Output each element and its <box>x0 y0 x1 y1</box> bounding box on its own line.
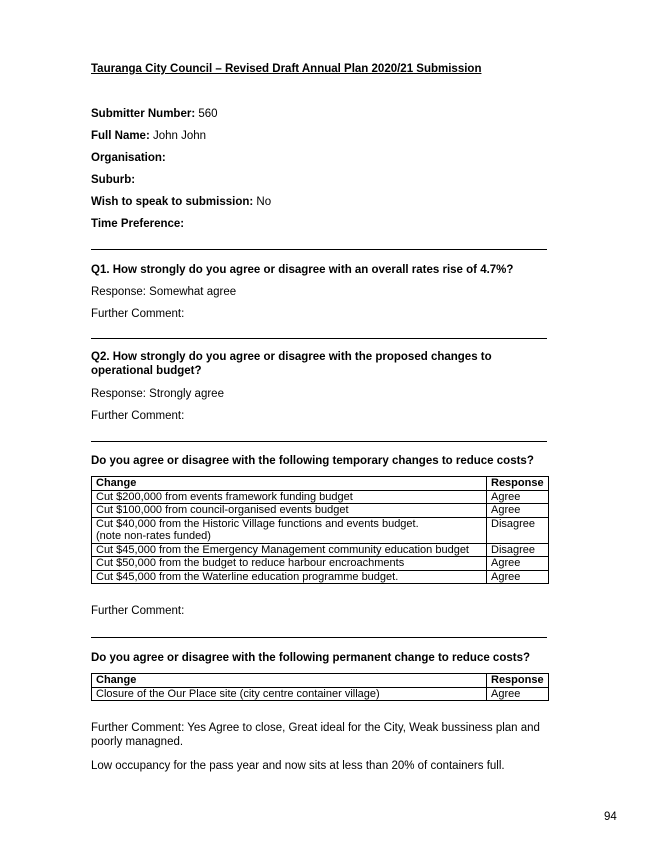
submitter-number-value: 560 <box>198 108 218 120</box>
column-header-change: Change <box>92 477 487 491</box>
suburb-field <box>91 174 135 186</box>
q4-comment-continued: Low occupancy for the pass year and now sits at less than 20% of containers full. <box>91 760 505 772</box>
table-row <box>92 490 549 504</box>
change-cell: Cut $200,000 from events framework funding budget <box>92 490 487 504</box>
q1-response: Response: Somewhat agree <box>91 286 237 298</box>
change-cell: Cut $50,000 from the budget to reduce harbour encroachments <box>92 557 487 571</box>
change-cell: Cut $100,000 from council-organised events budget <box>92 504 487 518</box>
section-divider <box>91 249 547 250</box>
change-cell: Closure of the Our Place site (city centre container village) <box>92 687 487 701</box>
change-cell: Cut $45,000 from the Waterline education programme budget. <box>92 570 487 584</box>
q4-comment: Further Comment: Yes Agree to close, Great ideal for the City, Weak bussiness plan and poorly managned. <box>91 722 540 748</box>
table-header-row <box>92 477 549 491</box>
q4-question: Do you agree or disagree with the following permanent change to reduce costs? <box>91 652 530 664</box>
q3-comment: Further Comment: <box>91 605 185 617</box>
response-cell: Disagree <box>487 543 549 557</box>
suburb-label: Suburb: <box>91 174 136 186</box>
full-name-value: John John <box>153 130 207 142</box>
time-preference-field <box>91 218 184 230</box>
change-cell: Cut $40,000 from the Historic Village functions and events budget. (note non-rates funded) <box>92 517 487 543</box>
section-divider <box>91 637 547 638</box>
q3-question: Do you agree or disagree with the following temporary changes to reduce costs? <box>91 455 534 467</box>
table-row <box>92 687 549 701</box>
document-title: Tauranga City Council – Revised Draft Annual Plan 2020/21 Submission <box>91 63 482 75</box>
time-preference-label: Time Preference: <box>91 218 185 230</box>
response-cell: Agree <box>487 557 549 571</box>
change-cell: Cut $45,000 from the Emergency Management community education budget <box>92 543 487 557</box>
section-divider <box>91 441 547 442</box>
q1-question: Q1. How strongly do you agree or disagree with an overall rates rise of 4.7%? <box>91 264 514 276</box>
full-name-label: Full Name: <box>91 130 150 142</box>
organisation-label: Organisation: <box>91 152 166 164</box>
table-row <box>92 557 549 571</box>
q2-comment: Further Comment: <box>91 410 185 422</box>
table-header-row <box>92 674 549 688</box>
wish-to-speak-field <box>91 196 271 208</box>
submitter-number-label: Submitter Number: <box>91 108 196 120</box>
wish-to-speak-value: No <box>256 196 272 208</box>
organisation-field <box>91 152 166 164</box>
q2-response: Response: Strongly agree <box>91 388 224 400</box>
wish-to-speak-label: Wish to speak to submission: <box>91 196 254 208</box>
permanent-change-table <box>91 673 549 701</box>
response-cell: Agree <box>487 490 549 504</box>
column-header-response: Response <box>487 674 549 688</box>
page-number: 94 <box>604 811 617 823</box>
column-header-change: Change <box>92 674 487 688</box>
table-row <box>92 504 549 518</box>
full-name-field <box>91 130 206 142</box>
table-row <box>92 517 549 543</box>
submitter-number-field <box>91 108 218 120</box>
table-row <box>92 570 549 584</box>
response-cell: Disagree <box>487 517 549 543</box>
table-row <box>92 543 549 557</box>
q1-comment: Further Comment: <box>91 308 185 320</box>
q2-question: Q2. How strongly do you agree or disagree with the proposed changes to operational budget? <box>91 351 492 377</box>
section-divider <box>91 338 547 339</box>
temporary-changes-table <box>91 476 549 584</box>
response-cell: Agree <box>487 570 549 584</box>
response-cell: Agree <box>487 504 549 518</box>
response-cell: Agree <box>487 687 549 701</box>
column-header-response: Response <box>487 477 549 491</box>
